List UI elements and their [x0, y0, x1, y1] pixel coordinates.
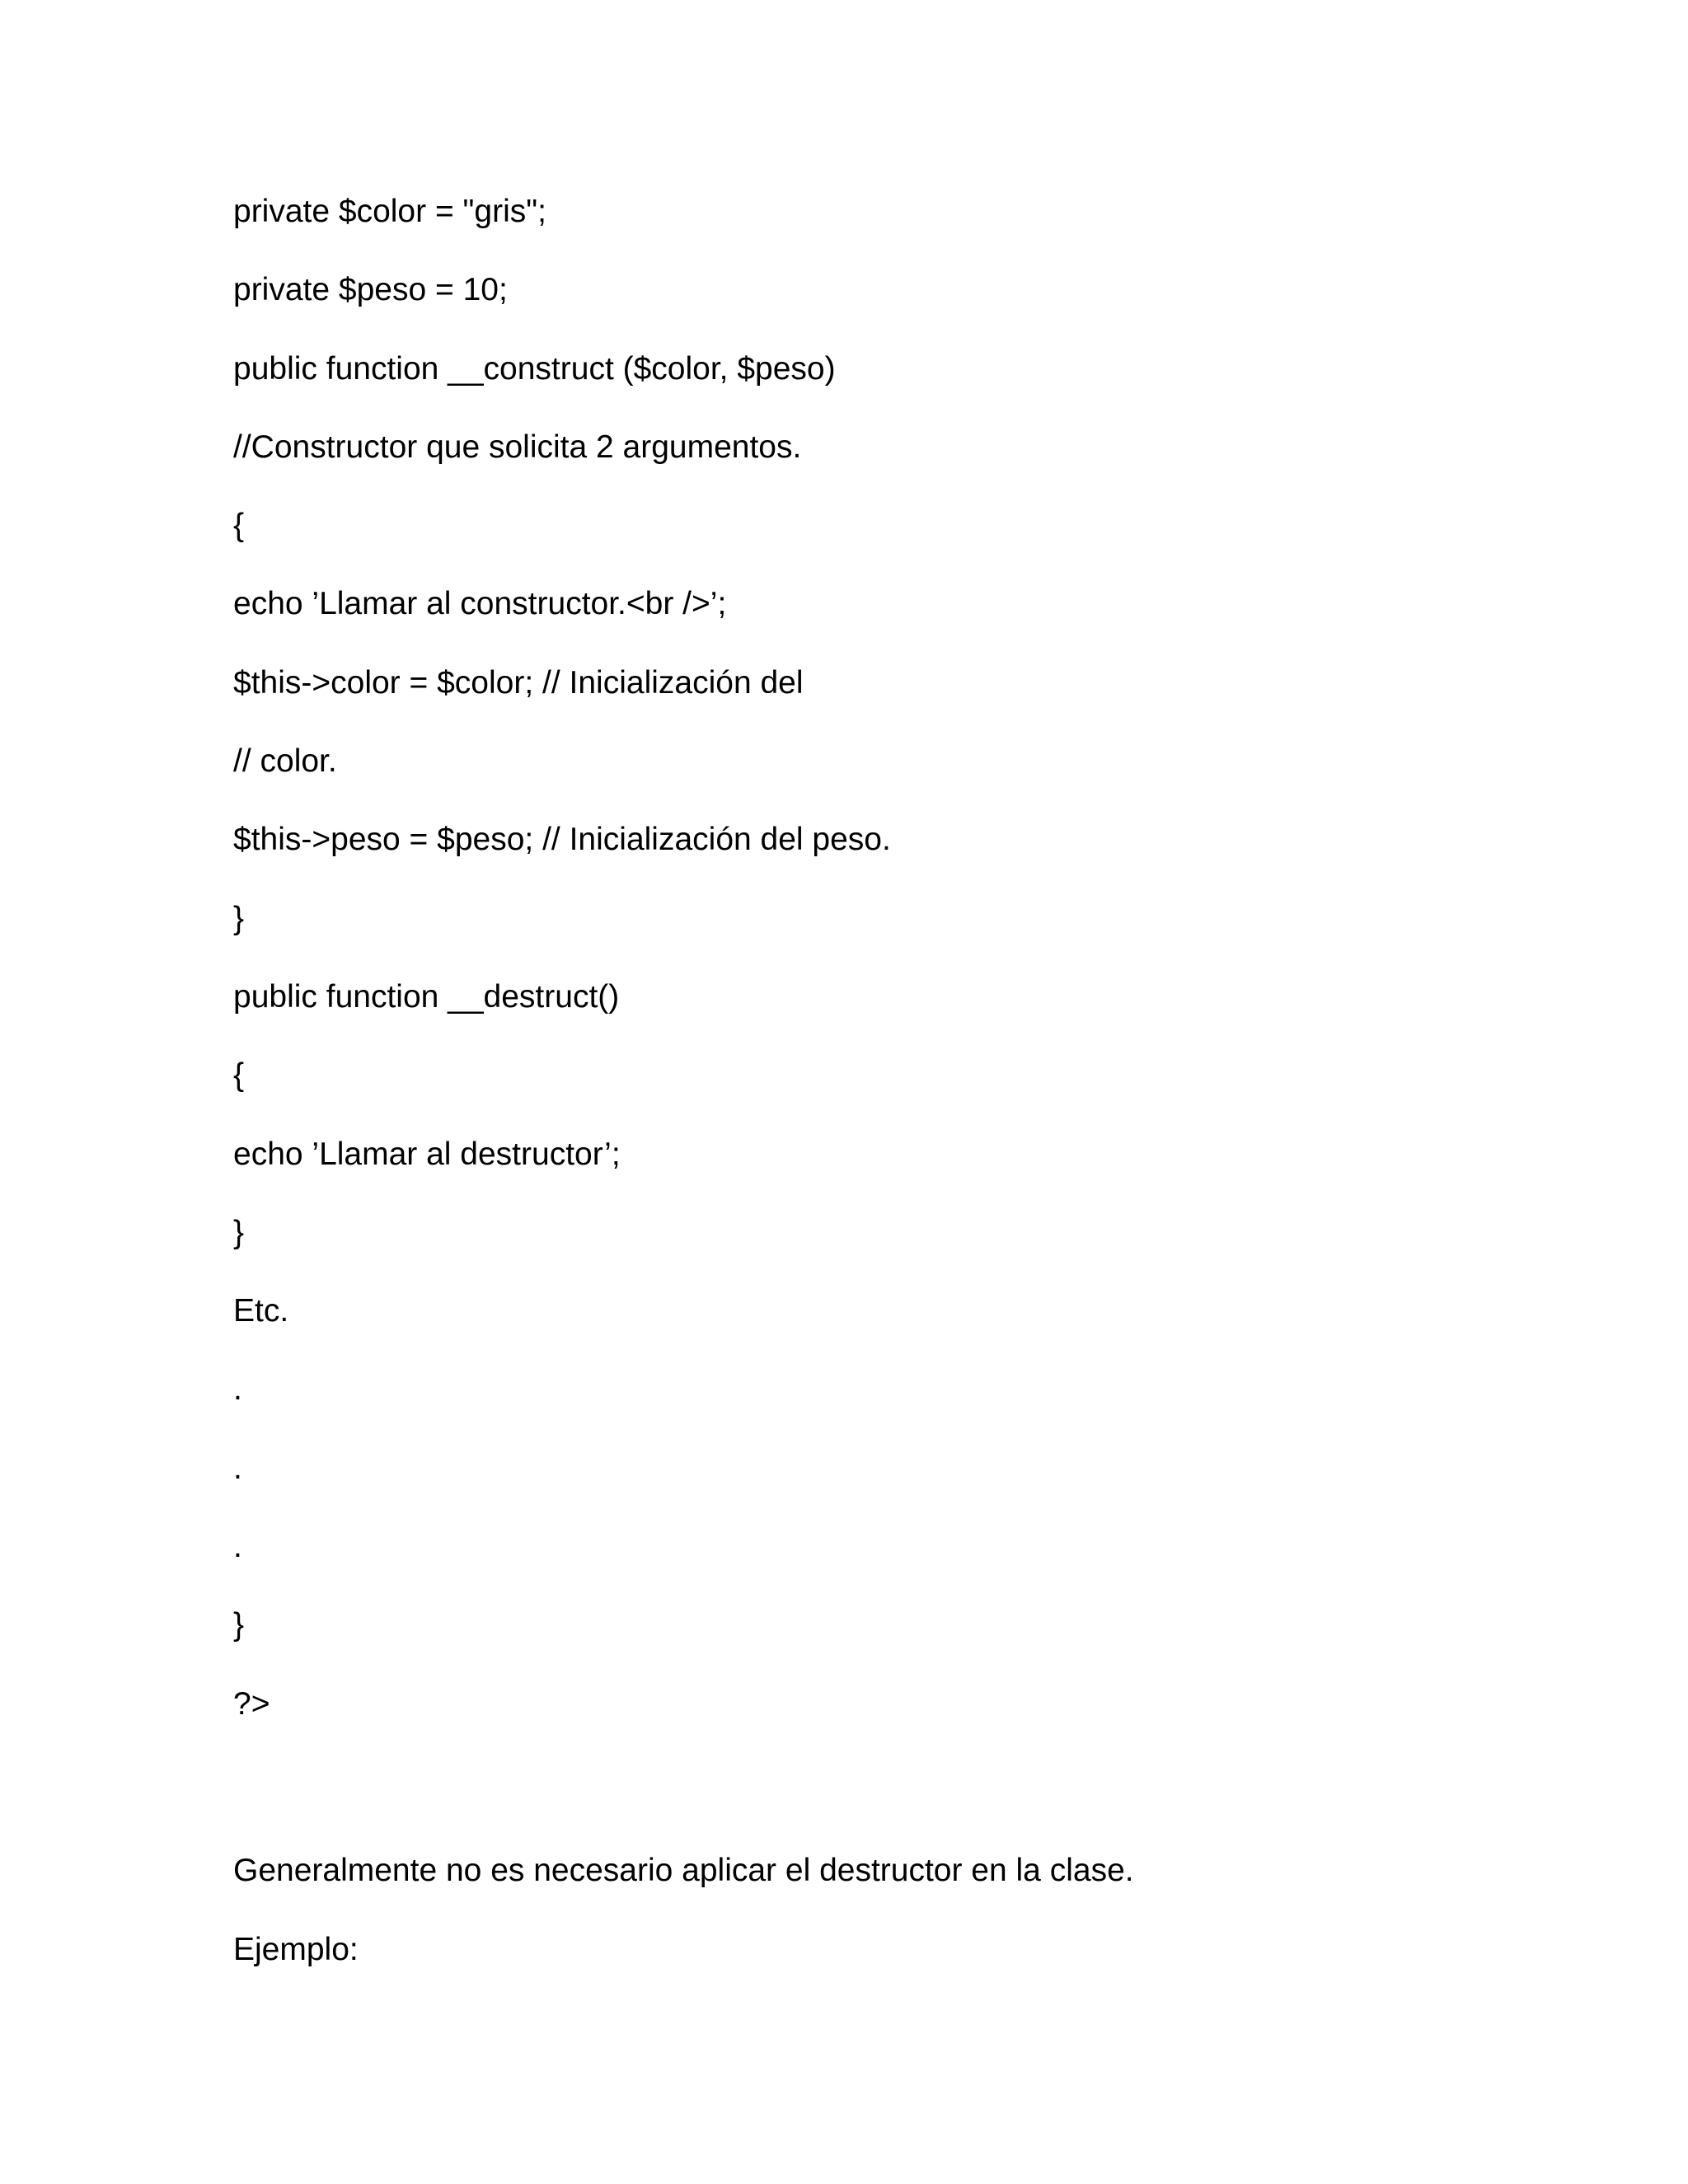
code-line: private $color = "gris"; — [233, 194, 546, 229]
code-line: } — [233, 900, 245, 936]
code-line: echo ’Llamar al destructor’; — [233, 1136, 621, 1172]
code-line: //Constructor que solicita 2 argumentos. — [233, 429, 802, 465]
body-paragraph: Generalmente no es necesario aplicar el destructor en la clase. — [233, 1853, 1134, 1888]
code-line: . — [233, 1450, 242, 1486]
code-line: public function __destruct() — [233, 978, 620, 1015]
code-listing — [233, 187, 891, 1758]
code-line: echo ’Llamar al constructor.<br />’; — [233, 586, 727, 622]
code-line: } — [233, 1214, 245, 1250]
code-line: $this->color = $color; // Inicialización del — [233, 664, 804, 701]
code-line: Etc. — [233, 1293, 289, 1329]
code-line: // color. — [233, 743, 337, 780]
code-line: } — [233, 1607, 245, 1643]
code-line: . — [233, 1529, 242, 1565]
code-line: ?> — [233, 1685, 270, 1722]
example-label: Ejemplo: — [233, 1932, 359, 1967]
code-line: public function __construct ($color, $peso) — [233, 350, 836, 387]
code-line: { — [233, 508, 245, 544]
code-line: private $peso = 10; — [233, 272, 508, 308]
code-line: . — [233, 1371, 242, 1408]
code-line: { — [233, 1057, 245, 1094]
code-line: $this->peso = $peso; // Inicialización del peso. — [233, 822, 891, 858]
